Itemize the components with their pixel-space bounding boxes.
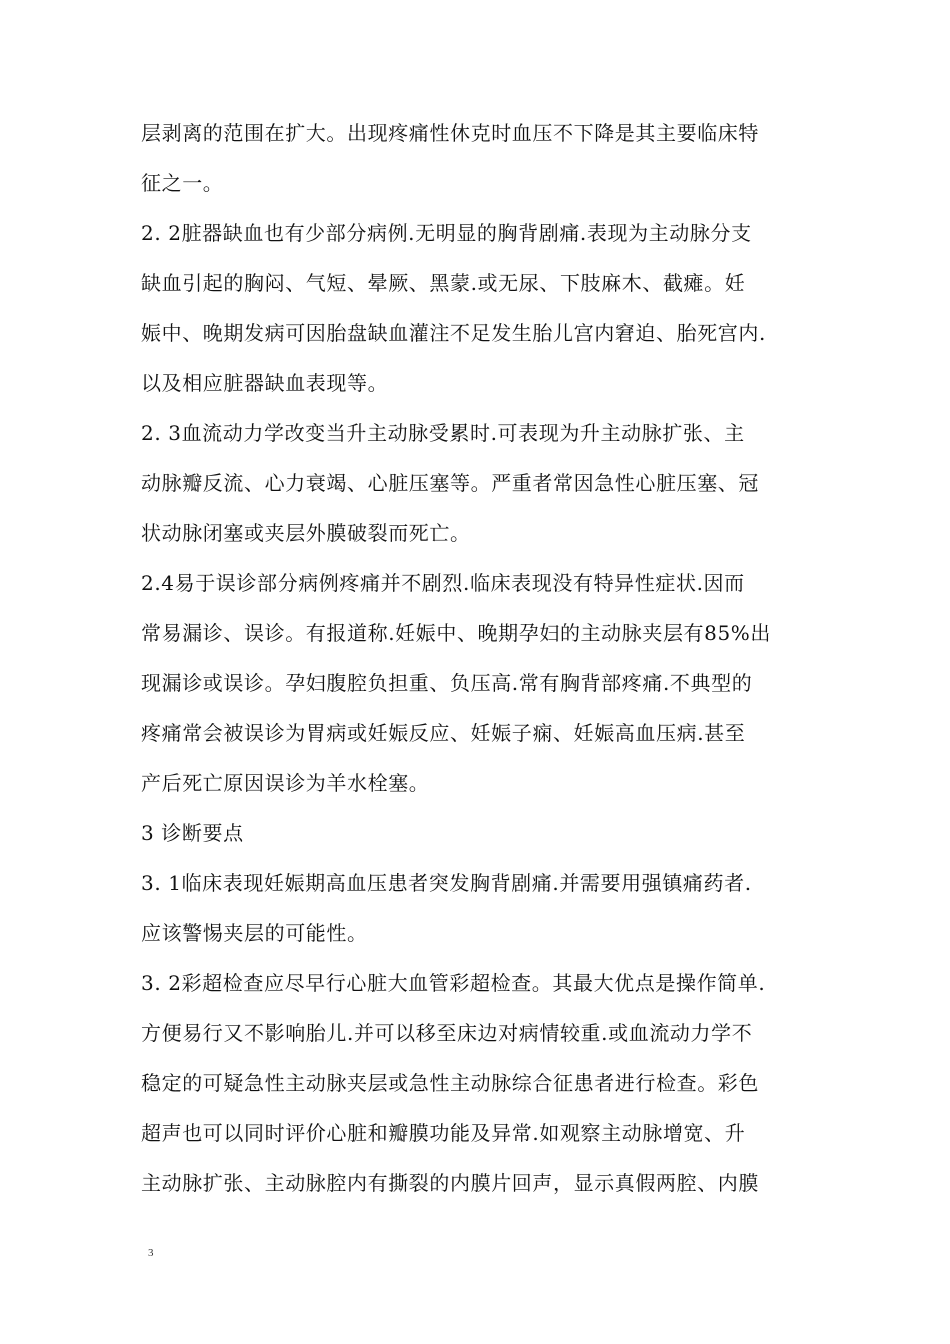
text-line: 方便易行又不影响胎儿.并可以移至床边对病情较重.或血流动力学不 (141, 1021, 753, 1045)
text-line: 2.4易于误诊部分病例疼痛并不剧烈.临床表现没有特异性症状.因而 (141, 571, 745, 595)
text-line: 3. 2彩超检查应尽早行心脏大血管彩超检查。其最大优点是操作简单. (141, 971, 766, 995)
text-line: 状动脉闭塞或夹层外膜破裂而死亡。 (141, 521, 471, 545)
text-line: 娠中、晚期发病可因胎盘缺血灌注不足发生胎儿宫内窘迫、胎死宫内. (141, 321, 766, 345)
page-number: 3 (148, 1247, 154, 1259)
text-line: 现漏诊或误诊。孕妇腹腔负担重、负压高.常有胸背部疼痛.不典型的 (141, 671, 753, 695)
text-line: 应该警惕夹层的可能性。 (141, 921, 368, 945)
text-line: 2. 3血流动力学改变当升主动脉受累时.可表现为升主动脉扩张、主 (141, 421, 745, 445)
document-body (141, 108, 821, 1208)
text-line: 以及相应脏器缺血表现等。 (141, 371, 389, 395)
text-line: 超声也可以同时评价心脏和瓣膜功能及异常.如观察主动脉增宽、升 (141, 1121, 746, 1145)
text-line: 缺血引起的胸闷、气短、晕厥、黑蒙.或无尿、下肢麻木、截瘫。妊 (141, 271, 746, 295)
text-line: 产后死亡原因误诊为羊水栓塞。 (141, 771, 430, 795)
text-line: 2. 2脏器缺血也有少部分病例.无明显的胸背剧痛.表现为主动脉分支 (141, 221, 752, 245)
text-line: 主动脉扩张、主动脉腔内有撕裂的内膜片回声，显示真假两腔、内膜 (141, 1171, 759, 1195)
text-line: 常易漏诊、误诊。有报道称.妊娠中、晚期孕妇的主动脉夹层有85%出 (141, 621, 772, 645)
text-line: 疼痛常会被误诊为胃病或妊娠反应、妊娠子痫、妊娠高血压病.甚至 (141, 721, 746, 745)
text-line: 3. 1临床表现妊娠期高血压患者突发胸背剧痛.并需要用强镇痛药者. (141, 871, 752, 895)
text-line: 稳定的可疑急性主动脉夹层或急性主动脉综合征患者进行检查。彩色 (141, 1071, 759, 1095)
text-line: 征之一。 (141, 171, 224, 195)
text-line: 动脉瓣反流、心力衰竭、心脏压塞等。严重者常因急性心脏压塞、冠 (141, 471, 759, 495)
section-heading: 3 诊断要点 (141, 821, 244, 845)
text-line: 层剥离的范围在扩大。出现疼痛性休克时血压不下降是其主要临床特 (141, 121, 759, 145)
